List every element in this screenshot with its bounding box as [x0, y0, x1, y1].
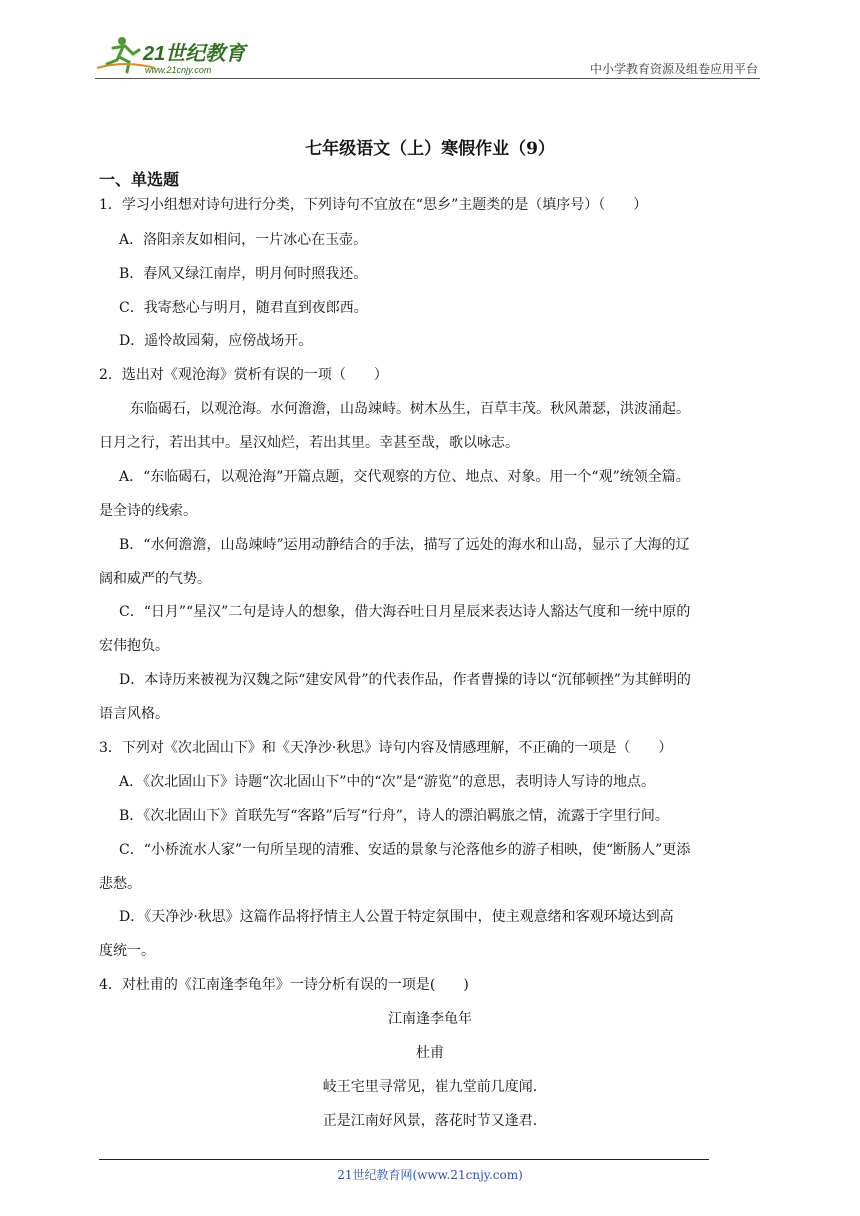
header-divider	[95, 78, 760, 79]
question-1: 1．学习小组想对诗句进行分类，下列诗句不宜放在“思乡”主题类的是（填序号）（ ）	[99, 197, 648, 213]
footer-divider	[99, 1159, 709, 1160]
platform-name: 中小学教育资源及组卷应用平台	[589, 62, 758, 76]
question-2-option-b: B．“水何澹澹，山岛竦峙”运用动静结合的手法，描写了远处的海水和山岛，显示了大海的辽	[119, 537, 690, 553]
logo	[95, 32, 265, 78]
question-2-option-b-cont: 阔和威严的气势。	[99, 571, 211, 587]
footer-link[interactable]: 21世纪教育网(www.21cnjy.com)	[337, 1168, 523, 1182]
poem-line: 日月之行，若出其中。星汉灿烂，若出其里。幸甚至哉，歌以咏志。	[99, 435, 519, 451]
question-3-option-a: A．《次北固山下》诗题“次北固山下”中的“次”是“游览”的意思，表明诗人写诗的地点。	[119, 774, 656, 790]
question-1-option-b: B．春风又绿江南岸，明月何时照我还。	[119, 266, 368, 282]
question-3-option-d-cont: 度统一。	[99, 943, 155, 959]
logo-url: www.21cnjy.com	[145, 65, 212, 75]
question-1-option-c: C．我寄愁心与明月，随君直到夜郎西。	[119, 300, 368, 316]
question-2: 2．选出对《观沧海》赏析有误的一项（ ）	[99, 367, 388, 383]
poem-line: 岐王宅里寻常见，崔九堂前几度闻.	[322, 1079, 538, 1095]
question-2-option-c: C．“日月”“星汉”二句是诗人的想象，借大海吞吐日月星辰来表达诗人豁达气度和一统中原的	[119, 604, 691, 620]
poem-author: 杜甫	[416, 1045, 444, 1061]
question-1-option-a: A．洛阳亲友如相问，一片冰心在玉壶。	[119, 232, 368, 248]
poem-line: 东临碣石，以观沧海。水何澹澹，山岛竦峙。树木丛生，百草丰茂。秋风萧瑟，洪波涌起。	[130, 401, 690, 417]
page-header	[95, 32, 760, 80]
question-3-option-c: C．“小桥流水人家”一句所呈现的清雅、安适的景象与沦落他乡的游子相映，使“断肠人”更添	[119, 842, 691, 858]
question-2-option-a: A．“东临碣石，以观沧海”开篇点题，交代观察的方位、地点、对象。用一个“观”统领全篇。	[119, 469, 690, 485]
page-title: 七年级语文（上）寒假作业（9）	[305, 139, 555, 159]
section-heading: 一、单选题	[99, 170, 180, 189]
question-3-option-b: B．《次北固山下》首联先写“客路”后写“行舟”，诗人的漂泊羁旅之情，流露于字里行间。	[119, 808, 669, 824]
runner-logo-icon	[95, 32, 265, 78]
logo-text: 21世纪教育	[143, 43, 246, 65]
question-3-option-c-cont: 悲愁。	[99, 876, 141, 892]
question-3: 3．下列对《次北固山下》和《天净沙·秋思》诗句内容及情感理解，不正确的一项是（ ）	[99, 740, 673, 756]
question-1-option-d: D．遥怜故园菊，应傍战场开。	[119, 333, 313, 349]
question-2-option-a-cont: 是全诗的线索。	[99, 503, 197, 519]
poem-line: 正是江南好风景，落花时节又逢君.	[322, 1113, 538, 1129]
poem-title: 江南逢李龟年	[388, 1011, 472, 1027]
question-2-option-d-cont: 语言风格。	[99, 706, 169, 722]
question-4: 4．对杜甫的《江南逢李龟年》一诗分析有误的一项是( )	[99, 977, 469, 993]
question-3-option-d: D．《天净沙·秋思》这篇作品将抒情主人公置于特定氛围中，使主观意绪和客观环境达到高	[119, 909, 674, 925]
question-2-option-c-cont: 宏伟抱负。	[99, 638, 169, 654]
question-2-option-d: D．本诗历来被视为汉魏之际“建安风骨”的代表作品，作者曹操的诗以“沉郁顿挫”为其鲜明的	[119, 672, 691, 688]
